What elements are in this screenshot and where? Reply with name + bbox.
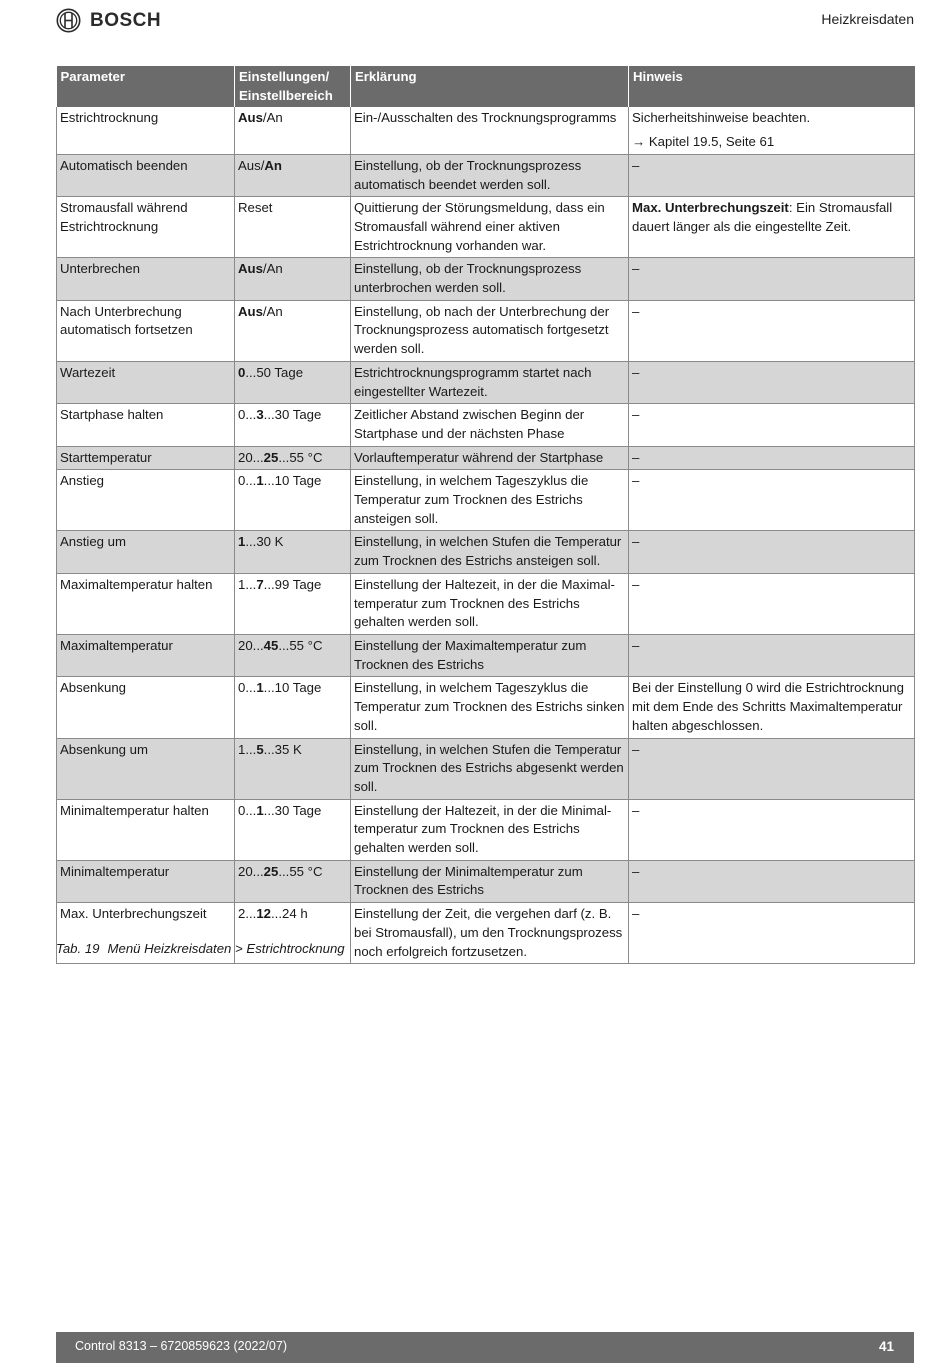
default-value: 3 xyxy=(256,407,264,423)
bosch-logo xyxy=(56,8,161,33)
setting-cell xyxy=(235,634,351,676)
explanation-cell: Estrichtrocknungsprogramm startet nach eingestellter Wartezeit. xyxy=(351,361,629,403)
parameter-cell: Estrichtrocknung xyxy=(57,107,235,154)
page-footer xyxy=(56,1332,914,1363)
table-row xyxy=(57,446,915,470)
setting-cell xyxy=(235,154,351,196)
default-value: 1 xyxy=(256,473,264,489)
note-cell xyxy=(629,860,915,902)
parameter-cell: Anstieg xyxy=(57,470,235,531)
setting-text: 2... xyxy=(238,906,257,922)
note-text: – xyxy=(632,157,640,173)
setting-text: 0... xyxy=(238,802,257,818)
parameter-cell: Absenkung xyxy=(57,677,235,738)
default-value: 25 xyxy=(263,863,279,879)
explanation-cell: Einstellung, ob der Trocknungsprozess automatisch beendet werden soll. xyxy=(351,154,629,196)
explanation-cell: Vorlauftemperatur während der Startphase xyxy=(351,446,629,470)
setting-text: ...24 h xyxy=(271,906,308,922)
note-cell xyxy=(629,300,915,361)
column-header: Parameter xyxy=(57,66,235,107)
note-text: – xyxy=(632,473,640,489)
note-text: – xyxy=(632,576,640,592)
table-row xyxy=(57,531,915,573)
note-cell xyxy=(629,154,915,196)
explanation-cell: Einstellung, in welchem Tageszyklus die Temperatur zum Trocknen des Estrichs sinken soll. xyxy=(351,677,629,738)
note-cell xyxy=(629,404,915,446)
setting-cell xyxy=(235,258,351,300)
setting-text: ...30 Tage xyxy=(263,407,322,423)
default-value: Aus xyxy=(238,261,263,277)
table-row xyxy=(57,258,915,300)
setting-cell xyxy=(235,531,351,573)
setting-text: ...30 K xyxy=(245,534,284,550)
note-text: Sicherheitshinweise beachten. xyxy=(632,110,811,126)
note-cell xyxy=(629,197,915,258)
setting-cell xyxy=(235,197,351,258)
note-text: – xyxy=(632,449,640,465)
note-text: – xyxy=(632,407,640,423)
setting-text: ...50 Tage xyxy=(245,364,304,380)
parameter-cell: Unterbrechen xyxy=(57,258,235,300)
default-value: Aus xyxy=(238,303,263,319)
setting-text: 20... xyxy=(238,449,264,465)
setting-text: ...55 °C xyxy=(278,637,323,653)
note-text: – xyxy=(632,906,640,922)
caption-text: Menü Heizkreisdaten > Estrichtrocknung xyxy=(107,941,345,956)
parameter-cell: Max. Unterbrechungszeit xyxy=(57,903,235,964)
table-row xyxy=(57,573,915,634)
document-id: Control 8313 – 6720859623 (2022/07) xyxy=(75,1339,287,1353)
setting-text: ...55 °C xyxy=(278,863,323,879)
setting-text: 0... xyxy=(238,473,257,489)
parameter-cell: Automatisch beenden xyxy=(57,154,235,196)
parameter-cell: Nach Unterbrechung automatisch fortsetzen xyxy=(57,300,235,361)
table-header-row xyxy=(57,66,915,107)
table-row xyxy=(57,154,915,196)
default-value: An xyxy=(264,157,282,173)
setting-text: ...55 °C xyxy=(278,449,323,465)
note-emphasis: Max. Unterbrechungszeit xyxy=(632,200,789,216)
note-cell xyxy=(629,677,915,738)
setting-text: ...30 Tage xyxy=(263,802,322,818)
explanation-cell: Quittierung der Störungsmeldung, dass ein Stromausfall während einer aktiven Estrichtrocknung vorhanden war. xyxy=(351,197,629,258)
explanation-cell: Einstellung, ob nach der Unterbrechung der Trocknungsprozess automatisch fortgesetzt werden soll. xyxy=(351,300,629,361)
setting-cell xyxy=(235,860,351,902)
table-row xyxy=(57,197,915,258)
default-value: 45 xyxy=(263,637,279,653)
table-caption xyxy=(56,941,345,956)
default-value: 1 xyxy=(238,534,246,550)
setting-text: 1... xyxy=(238,741,257,757)
note-cell xyxy=(629,361,915,403)
note-cell xyxy=(629,531,915,573)
chapter-reference-link[interactable]: → Kapitel 19.5, Seite 61 xyxy=(632,134,775,150)
caption-number: Tab. 19 xyxy=(56,941,100,956)
note-cell xyxy=(629,107,915,154)
explanation-cell: Einstellung der Haltezeit, in der die Maximaltemperatur zum Trocknen des Estrichs gehalten werden soll. xyxy=(351,573,629,634)
setting-cell xyxy=(235,404,351,446)
setting-cell xyxy=(235,361,351,403)
explanation-cell: Ein-/Ausschalten des Trocknungsprogramms xyxy=(351,107,629,154)
setting-cell xyxy=(235,573,351,634)
setting-text: 0... xyxy=(238,680,257,696)
setting-cell xyxy=(235,799,351,860)
setting-text: 1... xyxy=(238,576,257,592)
table-row xyxy=(57,107,915,154)
setting-text: ...99 Tage xyxy=(263,576,322,592)
note-cell xyxy=(629,258,915,300)
explanation-cell: Einstellung der Minimaltemperatur zum Trocknen des Estrichs xyxy=(351,860,629,902)
setting-text: /An xyxy=(262,110,283,126)
note-cell xyxy=(629,573,915,634)
explanation-cell: Zeitlicher Abstand zwischen Beginn der Startphase und der nächsten Phase xyxy=(351,404,629,446)
explanation-cell: Einstellung der Maximaltemperatur zum Trocknen des Estrichs xyxy=(351,634,629,676)
default-value: Aus xyxy=(238,110,263,126)
note-text: – xyxy=(632,802,640,818)
note-text: – xyxy=(632,303,640,319)
parameter-cell: Maximaltemperatur halten xyxy=(57,573,235,634)
setting-text: ...35 K xyxy=(263,741,302,757)
note-text: – xyxy=(632,364,640,380)
setting-cell xyxy=(235,107,351,154)
explanation-cell: Einstellung, in welchem Tageszyklus die Temperatur zum Trocknen des Estrichs ansteigen soll. xyxy=(351,470,629,531)
parameter-cell: Stromausfall während Estrichtrocknung xyxy=(57,197,235,258)
table-row xyxy=(57,738,915,799)
note-cell xyxy=(629,470,915,531)
parameter-cell: Maximaltemperatur xyxy=(57,634,235,676)
table-row xyxy=(57,677,915,738)
note-text: – xyxy=(632,261,640,277)
default-value: 7 xyxy=(256,576,264,592)
note-text: : Ein Stromausfall dauert länger als die eingestellte Zeit. xyxy=(632,200,893,234)
settings-table xyxy=(56,66,915,964)
default-value: 1 xyxy=(256,680,264,696)
note-cell xyxy=(629,903,915,964)
note-cell xyxy=(629,738,915,799)
table-row xyxy=(57,634,915,676)
default-value: 1 xyxy=(256,802,264,818)
note-cell xyxy=(629,799,915,860)
parameter-cell: Minimaltemperatur xyxy=(57,860,235,902)
explanation-cell: Einstellung der Haltezeit, in der die Minimaltemperatur zum Trocknen des Estrichs gehalten werden soll. xyxy=(351,799,629,860)
table-row xyxy=(57,404,915,446)
bosch-armature-icon xyxy=(56,8,81,33)
default-value: 0 xyxy=(238,364,246,380)
setting-text: 20... xyxy=(238,637,264,653)
note-text: – xyxy=(632,741,640,757)
page-number: 41 xyxy=(878,1339,894,1354)
note-cell xyxy=(629,446,915,470)
setting-cell xyxy=(235,446,351,470)
section-title: Heizkreisdaten xyxy=(821,11,914,27)
setting-cell xyxy=(235,470,351,531)
default-value: 25 xyxy=(263,449,279,465)
setting-cell xyxy=(235,300,351,361)
setting-cell xyxy=(235,677,351,738)
setting-text: ...10 Tage xyxy=(263,680,322,696)
note-text: Bei der Einstellung 0 wird die Estrichtrocknung mit dem Ende des Schritts Maximaltemperatur halten abgeschlossen. xyxy=(632,680,904,733)
column-header: Hinweis xyxy=(629,66,915,107)
setting-text: /An xyxy=(262,303,283,319)
explanation-cell: Einstellung, in welchen Stufen die Temperatur zum Trocknen des Estrichs ansteigen soll. xyxy=(351,531,629,573)
note-text: – xyxy=(632,534,640,550)
setting-text: ...10 Tage xyxy=(263,473,322,489)
note-text: – xyxy=(632,637,640,653)
column-header: Erklärung xyxy=(351,66,629,107)
table-row xyxy=(57,860,915,902)
note-text: – xyxy=(632,863,640,879)
note-cell xyxy=(629,634,915,676)
default-value: 12 xyxy=(256,906,271,922)
parameter-cell: Minimaltemperatur halten xyxy=(57,799,235,860)
explanation-cell: Einstellung der Zeit, die vergehen darf (z. B. bei Stromausfall), um den Trocknungsprozess noch erfolgreich fortzusetzen. xyxy=(351,903,629,964)
table-row xyxy=(57,470,915,531)
setting-text: 20... xyxy=(238,863,264,879)
parameter-cell: Anstieg um xyxy=(57,531,235,573)
default-value: 5 xyxy=(256,741,264,757)
parameter-cell: Absenkung um xyxy=(57,738,235,799)
column-header: Einstellungen/ Einstellbereich xyxy=(235,66,351,107)
explanation-cell: Einstellung, ob der Trocknungsprozess unterbrochen werden soll. xyxy=(351,258,629,300)
parameter-cell: Starttemperatur xyxy=(57,446,235,470)
setting-text: 0... xyxy=(238,407,257,423)
setting-text: Aus/ xyxy=(238,157,265,173)
setting-text: Reset xyxy=(238,200,273,216)
parameter-cell: Startphase halten xyxy=(57,404,235,446)
table-row xyxy=(57,300,915,361)
brand-name: BOSCH xyxy=(90,9,162,31)
explanation-cell: Einstellung, in welchen Stufen die Temperatur zum Trocknen des Estrichs abgesenkt werden soll. xyxy=(351,738,629,799)
table-row xyxy=(57,799,915,860)
table-row xyxy=(57,361,915,403)
setting-cell xyxy=(235,738,351,799)
setting-text: /An xyxy=(262,261,283,277)
page-header xyxy=(0,0,950,40)
parameter-cell: Wartezeit xyxy=(57,361,235,403)
table-body xyxy=(57,107,915,963)
